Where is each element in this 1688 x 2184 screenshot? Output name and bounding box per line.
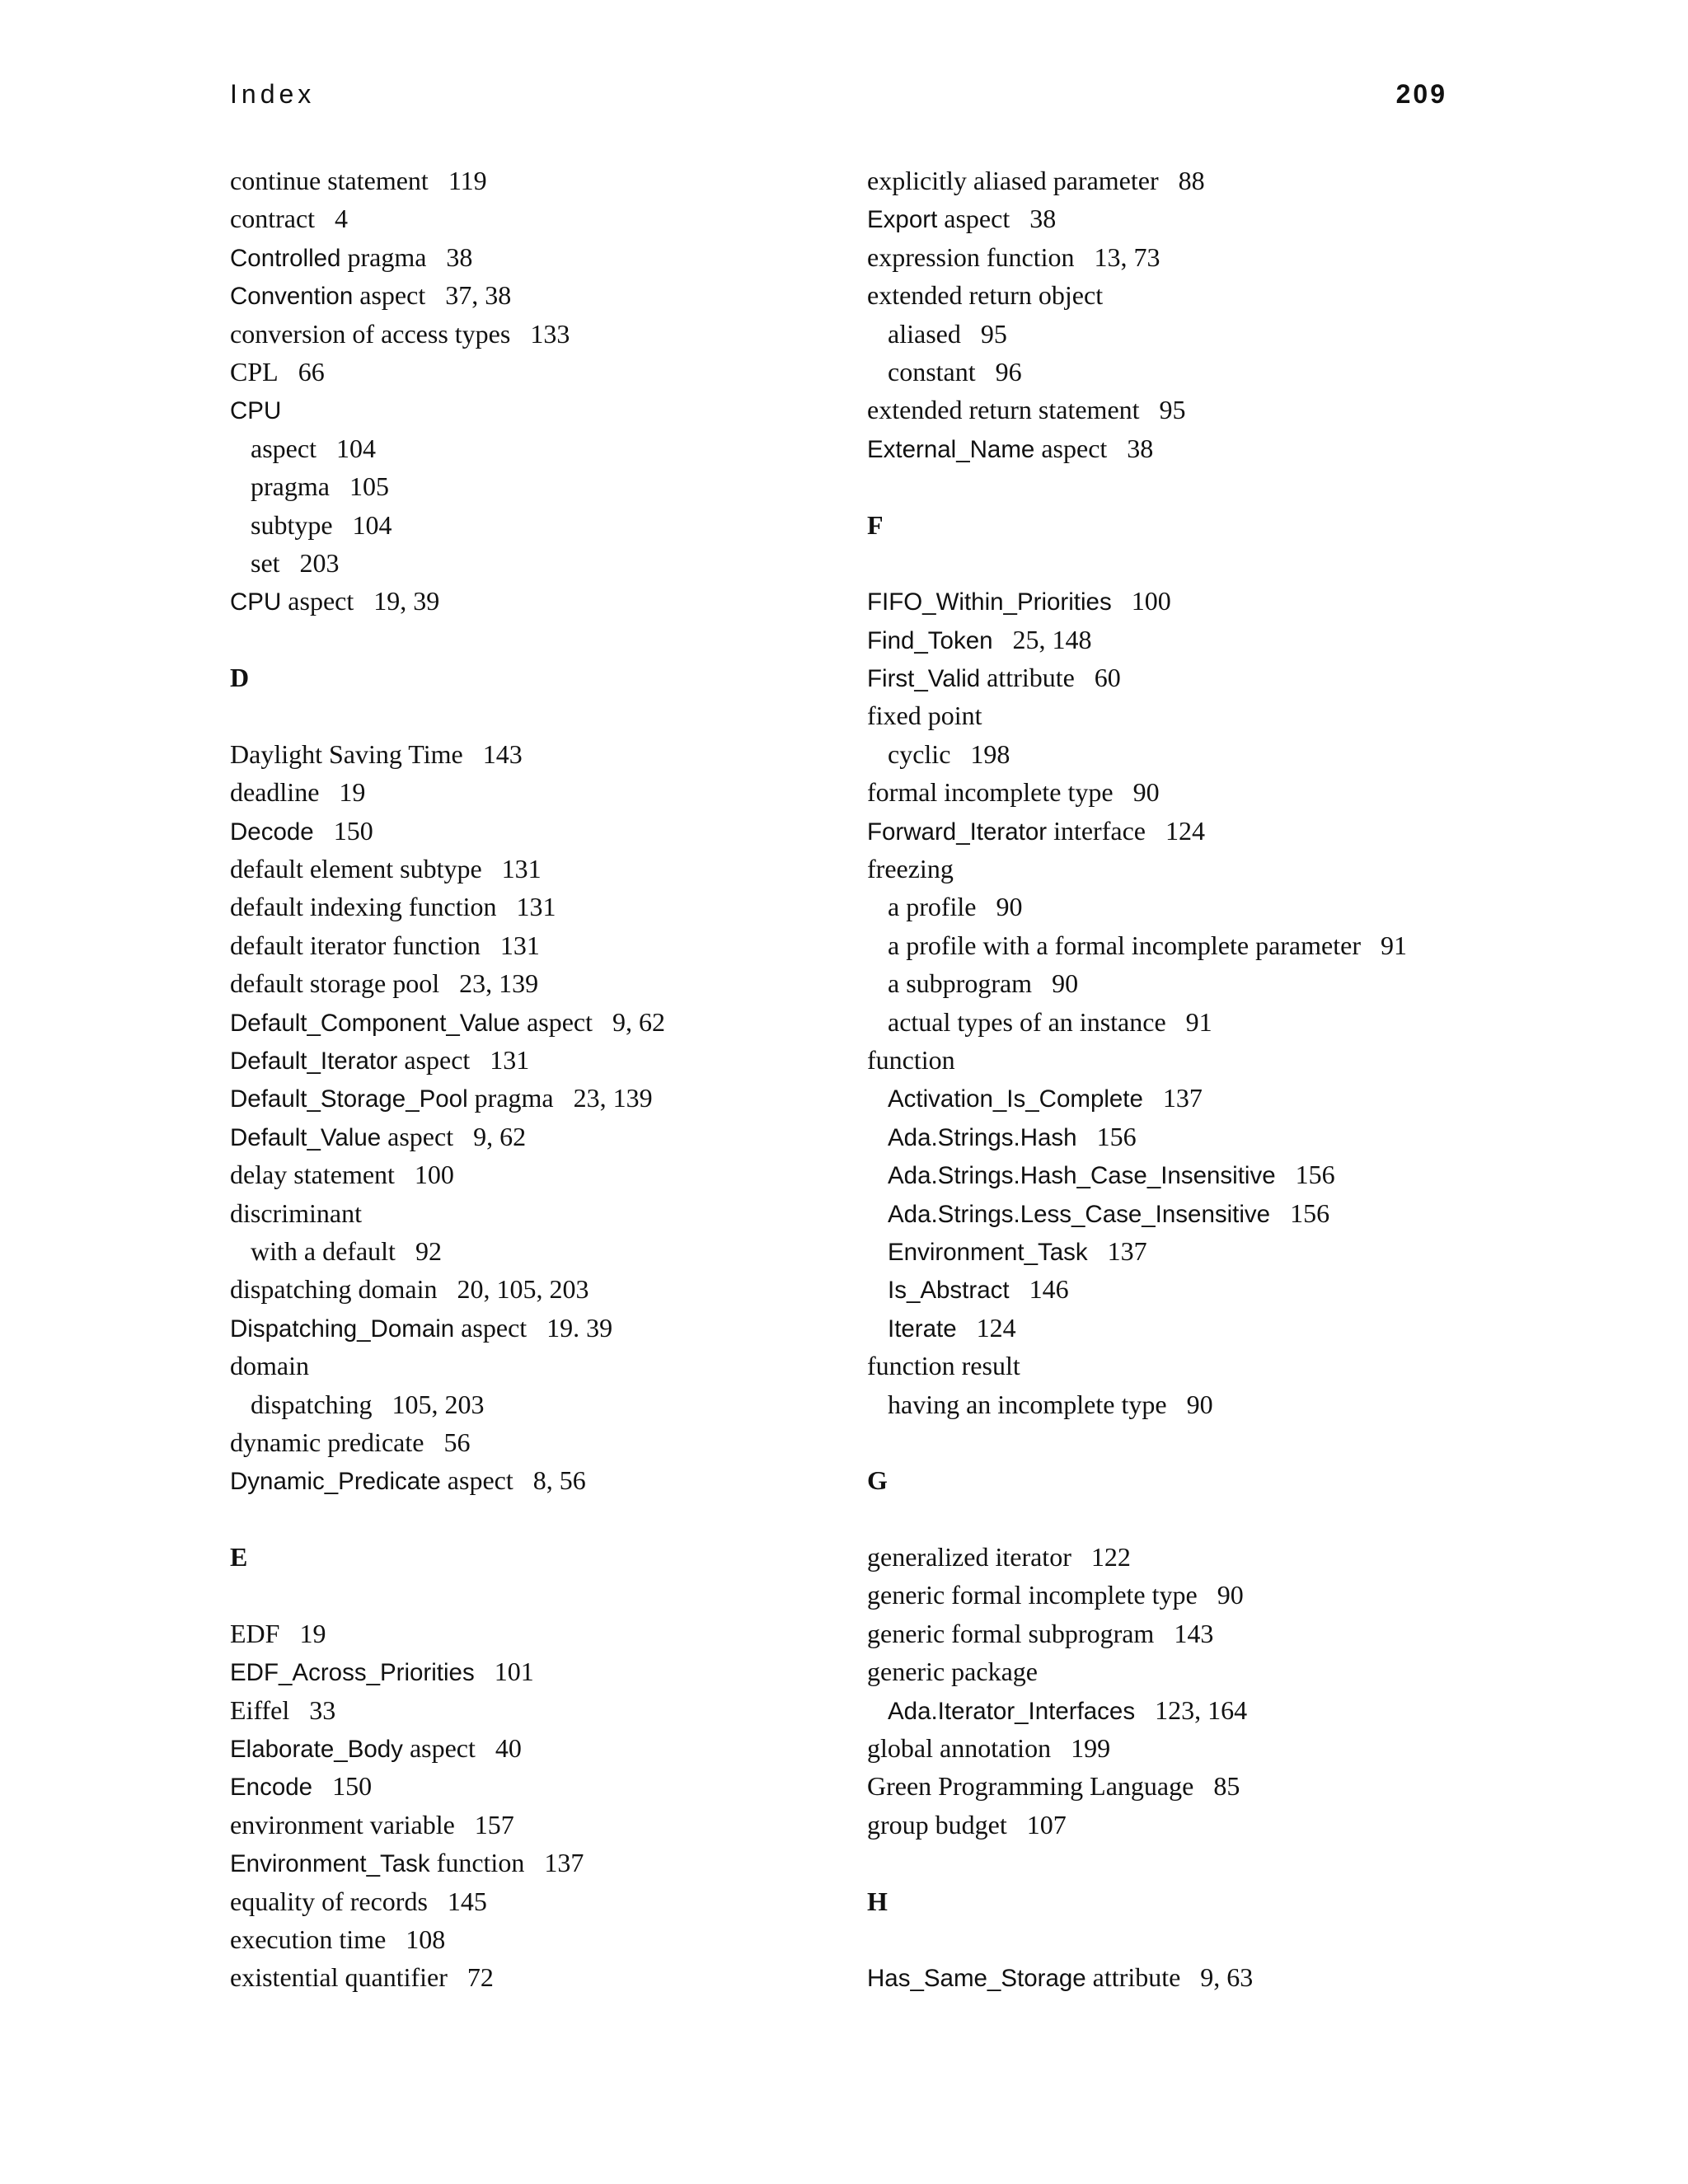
index-entry (867, 1041, 1493, 1079)
page-references: 95 (980, 318, 1007, 349)
index-term-code: CPU (230, 588, 282, 616)
page-references: 9, 62 (473, 1121, 527, 1151)
page-references: 122 (1090, 1542, 1131, 1572)
page-references: 145 (447, 1886, 487, 1916)
index-entry (230, 1844, 856, 1882)
index-term (867, 433, 1108, 463)
page-references: 105, 203 (392, 1389, 485, 1419)
index-term-code: Iterate (888, 1315, 957, 1343)
index-term: Eiffel (230, 1694, 290, 1725)
index-subentry (230, 429, 856, 467)
page-references: 131 (501, 854, 542, 884)
index-term: set (251, 547, 280, 578)
section-letter-heading: E (230, 1542, 248, 1572)
index-term: default storage pool (230, 968, 440, 999)
index-entry (867, 1615, 1493, 1652)
index-entry (867, 391, 1493, 429)
index-entry (230, 315, 856, 353)
index-term (230, 1121, 454, 1151)
index-subentry (867, 1118, 1493, 1155)
page-references: 9, 62 (612, 1006, 666, 1037)
index-entry (867, 238, 1493, 276)
index-term (230, 1465, 513, 1496)
index-term: function (867, 1044, 955, 1075)
page-references: 104 (352, 509, 392, 540)
index-entry (230, 1003, 856, 1041)
index-term: explicitly aliased parameter (867, 166, 1159, 195)
index-term (888, 1124, 1077, 1151)
page-references: 9, 63 (1200, 1962, 1254, 1993)
index-term-code: Forward_Iterator (867, 818, 1048, 846)
index-term: equality of records (230, 1886, 428, 1916)
index-entry (867, 1806, 1493, 1844)
index-entry (230, 582, 856, 620)
page-number: 209 (1395, 79, 1447, 109)
index-subentry (867, 353, 1493, 391)
page-references: 90 (1052, 968, 1079, 999)
index-entry (867, 773, 1493, 811)
page-references: 203 (299, 547, 340, 578)
index-term: contract (230, 204, 316, 234)
index-term: dispatching (251, 1389, 373, 1419)
page-references: 150 (332, 1771, 373, 1802)
index-term (888, 1239, 1088, 1266)
page-references: 156 (1096, 1121, 1137, 1151)
index-term: fixed point (867, 701, 982, 731)
index-entry (230, 1041, 856, 1079)
page-references: 123, 164 (1155, 1694, 1248, 1725)
page-references: 90 (996, 892, 1023, 922)
page-references: 143 (482, 738, 523, 769)
index-term: EDF (230, 1618, 280, 1648)
index-term-code: External_Name (867, 435, 1035, 463)
page-references: 92 (415, 1235, 442, 1266)
section-spacer (230, 1500, 856, 1538)
index-term: generalized iterator (867, 1542, 1071, 1572)
index-entry (867, 1729, 1493, 1767)
index-term: Green Programming Language (867, 1771, 1194, 1802)
index-entry (230, 353, 856, 391)
index-term-code: Default_Iterator (230, 1047, 398, 1075)
index-term-code: Has_Same_Storage (867, 1965, 1086, 1993)
index-entry (230, 1767, 856, 1805)
index-term: delay statement (230, 1160, 395, 1190)
index-term (230, 1733, 476, 1764)
section-letter-heading: H (867, 1886, 888, 1916)
index-entry (230, 1729, 856, 1767)
index-term: default iterator function (230, 930, 481, 960)
index-term: dynamic predicate (230, 1427, 424, 1457)
page-references: 150 (333, 815, 373, 846)
page-references: 72 (467, 1962, 494, 1993)
index-subentry (867, 1385, 1493, 1423)
section-spacer (230, 621, 856, 658)
index-entry (867, 658, 1493, 696)
page-references: 23, 139 (459, 968, 539, 999)
index-term (230, 280, 426, 311)
page-references: 90 (1186, 1389, 1213, 1419)
index-term-text: interface (1047, 815, 1146, 846)
index-term (888, 1162, 1276, 1189)
index-subentry (867, 735, 1493, 773)
index-term-code: Is_Abstract (888, 1277, 1010, 1305)
index-term-code: First_Valid (867, 665, 981, 693)
page-references: 156 (1290, 1197, 1330, 1228)
index-entry (867, 429, 1493, 467)
index-entry (230, 926, 856, 964)
index-entry (230, 1270, 856, 1308)
index-entry (867, 1347, 1493, 1385)
index-subentry (867, 888, 1493, 926)
page-references: 146 (1029, 1274, 1069, 1305)
index-term: function result (867, 1351, 1020, 1381)
section-spacer (230, 696, 856, 734)
index-entry (230, 1155, 856, 1193)
section-spacer (867, 1844, 1493, 1882)
index-term (888, 1201, 1270, 1228)
index-term (230, 1085, 554, 1113)
index-subentry (867, 1232, 1493, 1270)
index-term (230, 1774, 312, 1801)
index-term-text: pragma (467, 1083, 554, 1113)
page-references: 40 (495, 1733, 522, 1764)
index-term (867, 627, 993, 654)
index-term (230, 1044, 471, 1075)
index-term-text: aspect (440, 1465, 513, 1496)
index-term: domain (230, 1351, 309, 1381)
index-term (230, 241, 427, 272)
page-references: 91 (1380, 930, 1407, 960)
index-entry (230, 1806, 856, 1844)
index-entry (230, 1423, 856, 1461)
page-references: 131 (490, 1044, 530, 1075)
index-term (888, 1085, 1143, 1113)
page-references: 100 (1131, 586, 1171, 616)
section-spacer (867, 1423, 1493, 1461)
index-subentry (230, 506, 856, 544)
page-references: 85 (1213, 1771, 1240, 1802)
index-subentry (867, 315, 1493, 353)
index-term: cyclic (888, 738, 951, 769)
index-term (230, 588, 354, 616)
index-entry (230, 1347, 856, 1385)
index-term (867, 815, 1146, 846)
index-term: formal incomplete type (867, 777, 1114, 808)
index-entry (867, 162, 1493, 199)
index-entry (230, 1652, 856, 1690)
page-references: 104 (335, 433, 376, 463)
index-entry (230, 1194, 856, 1232)
index-entry (867, 850, 1493, 888)
index-term-code: Environment_Task (230, 1850, 430, 1878)
index-subentry (230, 1385, 856, 1423)
section-spacer (867, 1920, 1493, 1958)
index-term (230, 1659, 475, 1686)
index-term-text: aspect (353, 280, 426, 311)
index-entry (867, 621, 1493, 658)
index-entry (867, 582, 1493, 620)
index-term (867, 588, 1112, 616)
index-term-code: Elaborate_Body (230, 1736, 403, 1764)
index-entry (867, 1767, 1493, 1805)
index-entry (867, 1958, 1493, 1996)
index-entry (230, 238, 856, 276)
page-references: 23, 139 (573, 1083, 653, 1113)
index-entry (230, 812, 856, 850)
page-references: 108 (406, 1924, 446, 1954)
index-column-right (867, 162, 1493, 1997)
index-term-text: function (429, 1848, 525, 1878)
index-term-code: Find_Token (867, 626, 993, 654)
index-subentry (867, 1079, 1493, 1117)
index-term: aspect (251, 433, 316, 463)
index-subentry (867, 1194, 1493, 1232)
index-term-text: aspect (520, 1006, 593, 1037)
index-entry (867, 199, 1493, 237)
index-term: global annotation (867, 1733, 1052, 1764)
index-entry (867, 696, 1493, 734)
index-term-code: Convention (230, 283, 354, 311)
page-references: 38 (446, 241, 473, 272)
page-references: 199 (1071, 1733, 1111, 1764)
index-term-code: Dispatching_Domain (230, 1315, 455, 1343)
index-subentry (230, 467, 856, 505)
index-entry (230, 964, 856, 1002)
index-term: having an incomplete type (888, 1389, 1167, 1419)
index-term: a profile with a formal incomplete parameter (888, 930, 1361, 960)
section-spacer (867, 467, 1493, 505)
index-term: generic formal subprogram (867, 1618, 1155, 1648)
index-term: generic package (867, 1657, 1038, 1687)
index-entry (230, 1958, 856, 1996)
index-entry (230, 1079, 856, 1117)
index-term: dispatching domain (230, 1274, 438, 1305)
index-term-code: Default_Storage_Pool (230, 1085, 468, 1113)
index-term-text: aspect (1034, 433, 1108, 463)
index-term: group budget (867, 1809, 1007, 1840)
page-references: 37, 38 (445, 280, 512, 311)
page-references: 137 (1162, 1083, 1203, 1113)
section-spacer (867, 1500, 1493, 1538)
index-term: deadline (230, 777, 320, 808)
index-entry (230, 1461, 856, 1499)
page-references: 19. 39 (546, 1312, 613, 1343)
index-term (230, 1850, 524, 1877)
index-term: generic formal incomplete type (867, 1580, 1198, 1610)
index-entry (230, 162, 856, 199)
index-term-code: Ada.Iterator_Interfaces (888, 1697, 1136, 1725)
page-references: 131 (516, 892, 556, 922)
page-references: 198 (970, 738, 1010, 769)
index-subentry (230, 544, 856, 582)
index-term: extended return object (867, 280, 1104, 311)
page-references: 19, 39 (373, 586, 440, 616)
index-term: execution time (230, 1924, 387, 1954)
index-term-text: aspect (402, 1733, 476, 1764)
page-references: 157 (474, 1809, 514, 1840)
index-column-left (230, 162, 856, 1997)
page-references: 137 (1107, 1235, 1147, 1266)
page-references: 143 (1174, 1618, 1214, 1648)
page-references: 119 (448, 166, 487, 195)
index-term (867, 665, 1075, 692)
index-term: continue statement (230, 166, 429, 195)
page-references: 124 (976, 1312, 1016, 1343)
index-entry (867, 1652, 1493, 1690)
page-references: 90 (1132, 777, 1160, 808)
index-term (230, 397, 281, 424)
index-entry (230, 1920, 856, 1958)
index-term: constant (888, 356, 976, 387)
page-references: 56 (443, 1427, 471, 1457)
index-term-text: attribute (980, 663, 1075, 693)
index-entry (230, 1882, 856, 1920)
page-references: 13, 73 (1094, 241, 1160, 272)
index-entry (230, 850, 856, 888)
index-term-text: aspect (454, 1312, 528, 1343)
index-subentry (867, 1155, 1493, 1193)
index-subentry (867, 1003, 1493, 1041)
index-term: pragma (251, 471, 330, 502)
index-entry (230, 1118, 856, 1155)
page-references: 137 (544, 1848, 584, 1878)
page-references: 95 (1159, 395, 1186, 425)
index-term-code: Default_Component_Value (230, 1009, 521, 1037)
index-term: CPL (230, 356, 279, 387)
page-references: 100 (414, 1160, 454, 1190)
page-references: 33 (309, 1694, 336, 1725)
index-term-text: aspect (381, 1121, 454, 1151)
index-term-code: Ada.Strings.Hash_Case_Insensitive (888, 1162, 1276, 1190)
page-references: 133 (530, 318, 570, 349)
index-term-code: Ada.Strings.Less_Case_Insensitive (888, 1200, 1271, 1228)
page-references: 96 (995, 356, 1022, 387)
index-entry (230, 735, 856, 773)
index-term: existential quantifier (230, 1962, 448, 1993)
index-entry (867, 1538, 1493, 1576)
page-references: 20, 105, 203 (457, 1274, 589, 1305)
index-entry (230, 391, 856, 429)
index-subentry (867, 1270, 1493, 1308)
index-subentry (867, 1691, 1493, 1729)
page-references: 66 (298, 356, 325, 387)
index-entry (230, 1615, 856, 1652)
index-term: with a default (251, 1235, 396, 1266)
section-letter-heading: D (230, 663, 250, 693)
index-term-code: EDF_Across_Priorities (230, 1659, 475, 1687)
index-term-text: attribute (1085, 1962, 1181, 1993)
index-term-code: Export (867, 206, 938, 234)
index-term-code: Ada.Strings.Hash (888, 1123, 1077, 1151)
index-term: discriminant (230, 1197, 362, 1228)
index-entry (230, 888, 856, 926)
index-entry (230, 276, 856, 314)
index-term: a subprogram (888, 968, 1033, 999)
page-references: 107 (1026, 1809, 1067, 1840)
page-references: 38 (1029, 204, 1057, 234)
index-term: a profile (888, 892, 977, 922)
index-term (867, 1962, 1181, 1993)
index-term-code: Default_Value (230, 1123, 382, 1151)
section-spacer (230, 1576, 856, 1614)
index-subentry (867, 1309, 1493, 1347)
index-term (888, 1315, 957, 1343)
page-references: 25, 148 (1012, 624, 1092, 654)
page-references: 4 (335, 204, 349, 234)
index-entry (867, 1576, 1493, 1614)
index-term: default indexing function (230, 892, 497, 922)
index-term-text: aspect (281, 586, 354, 616)
index-term (867, 206, 1010, 233)
page-references: 91 (1185, 1006, 1212, 1037)
index-entry (230, 199, 856, 237)
page-references: 131 (499, 930, 540, 960)
index-term: freezing (867, 854, 954, 884)
index-term-text: aspect (937, 204, 1010, 234)
index-entry (867, 812, 1493, 850)
index-term (888, 1698, 1135, 1725)
page-references: 19 (339, 777, 366, 808)
page-references: 105 (349, 471, 389, 502)
index-term: conversion of access types (230, 318, 511, 349)
index-term-code: CPU (230, 397, 282, 425)
page-references: 8, 56 (532, 1465, 586, 1496)
page-references: 88 (1178, 166, 1205, 195)
index-term (230, 1006, 593, 1037)
index-term-code: Environment_Task (888, 1238, 1088, 1266)
section-spacer (867, 544, 1493, 582)
index-entry (867, 276, 1493, 314)
index-term-code: Activation_Is_Complete (888, 1085, 1143, 1113)
index-term: environment variable (230, 1809, 455, 1840)
page-references: 156 (1295, 1160, 1335, 1190)
page-references: 19 (299, 1618, 326, 1648)
page-references: 38 (1127, 433, 1154, 463)
index-term-code: Encode (230, 1774, 313, 1802)
index-term: expression function (867, 241, 1075, 272)
index-entry (230, 1309, 856, 1347)
index-term-code: FIFO_Within_Priorities (867, 588, 1112, 616)
index-subentry (867, 926, 1493, 964)
index-term: default element subtype (230, 854, 482, 884)
index-entry (230, 773, 856, 811)
index-term: actual types of an instance (888, 1006, 1166, 1037)
index-term (230, 818, 314, 846)
index-term: extended return statement (867, 395, 1140, 425)
index-term: Daylight Saving Time (230, 738, 463, 769)
index-term (888, 1277, 1010, 1304)
page-references: 90 (1217, 1580, 1244, 1610)
section-letter-heading: F (867, 509, 884, 540)
index-term: aliased (888, 318, 961, 349)
index-term-code: Decode (230, 818, 314, 846)
index-term-text: aspect (397, 1044, 471, 1075)
index-term-text: pragma (340, 241, 427, 272)
index-term-code: Dynamic_Predicate (230, 1468, 441, 1496)
index-term-code: Controlled (230, 244, 341, 272)
index-term (230, 1312, 528, 1343)
page-references: 60 (1094, 663, 1121, 693)
page-references: 101 (494, 1657, 534, 1687)
index-term: subtype (251, 509, 333, 540)
page-references: 124 (1165, 815, 1205, 846)
index-entry (230, 1691, 856, 1729)
section-letter-heading: G (867, 1465, 888, 1496)
index-subentry (230, 1232, 856, 1270)
running-header-title: Index (230, 79, 316, 109)
index-subentry (867, 964, 1493, 1002)
